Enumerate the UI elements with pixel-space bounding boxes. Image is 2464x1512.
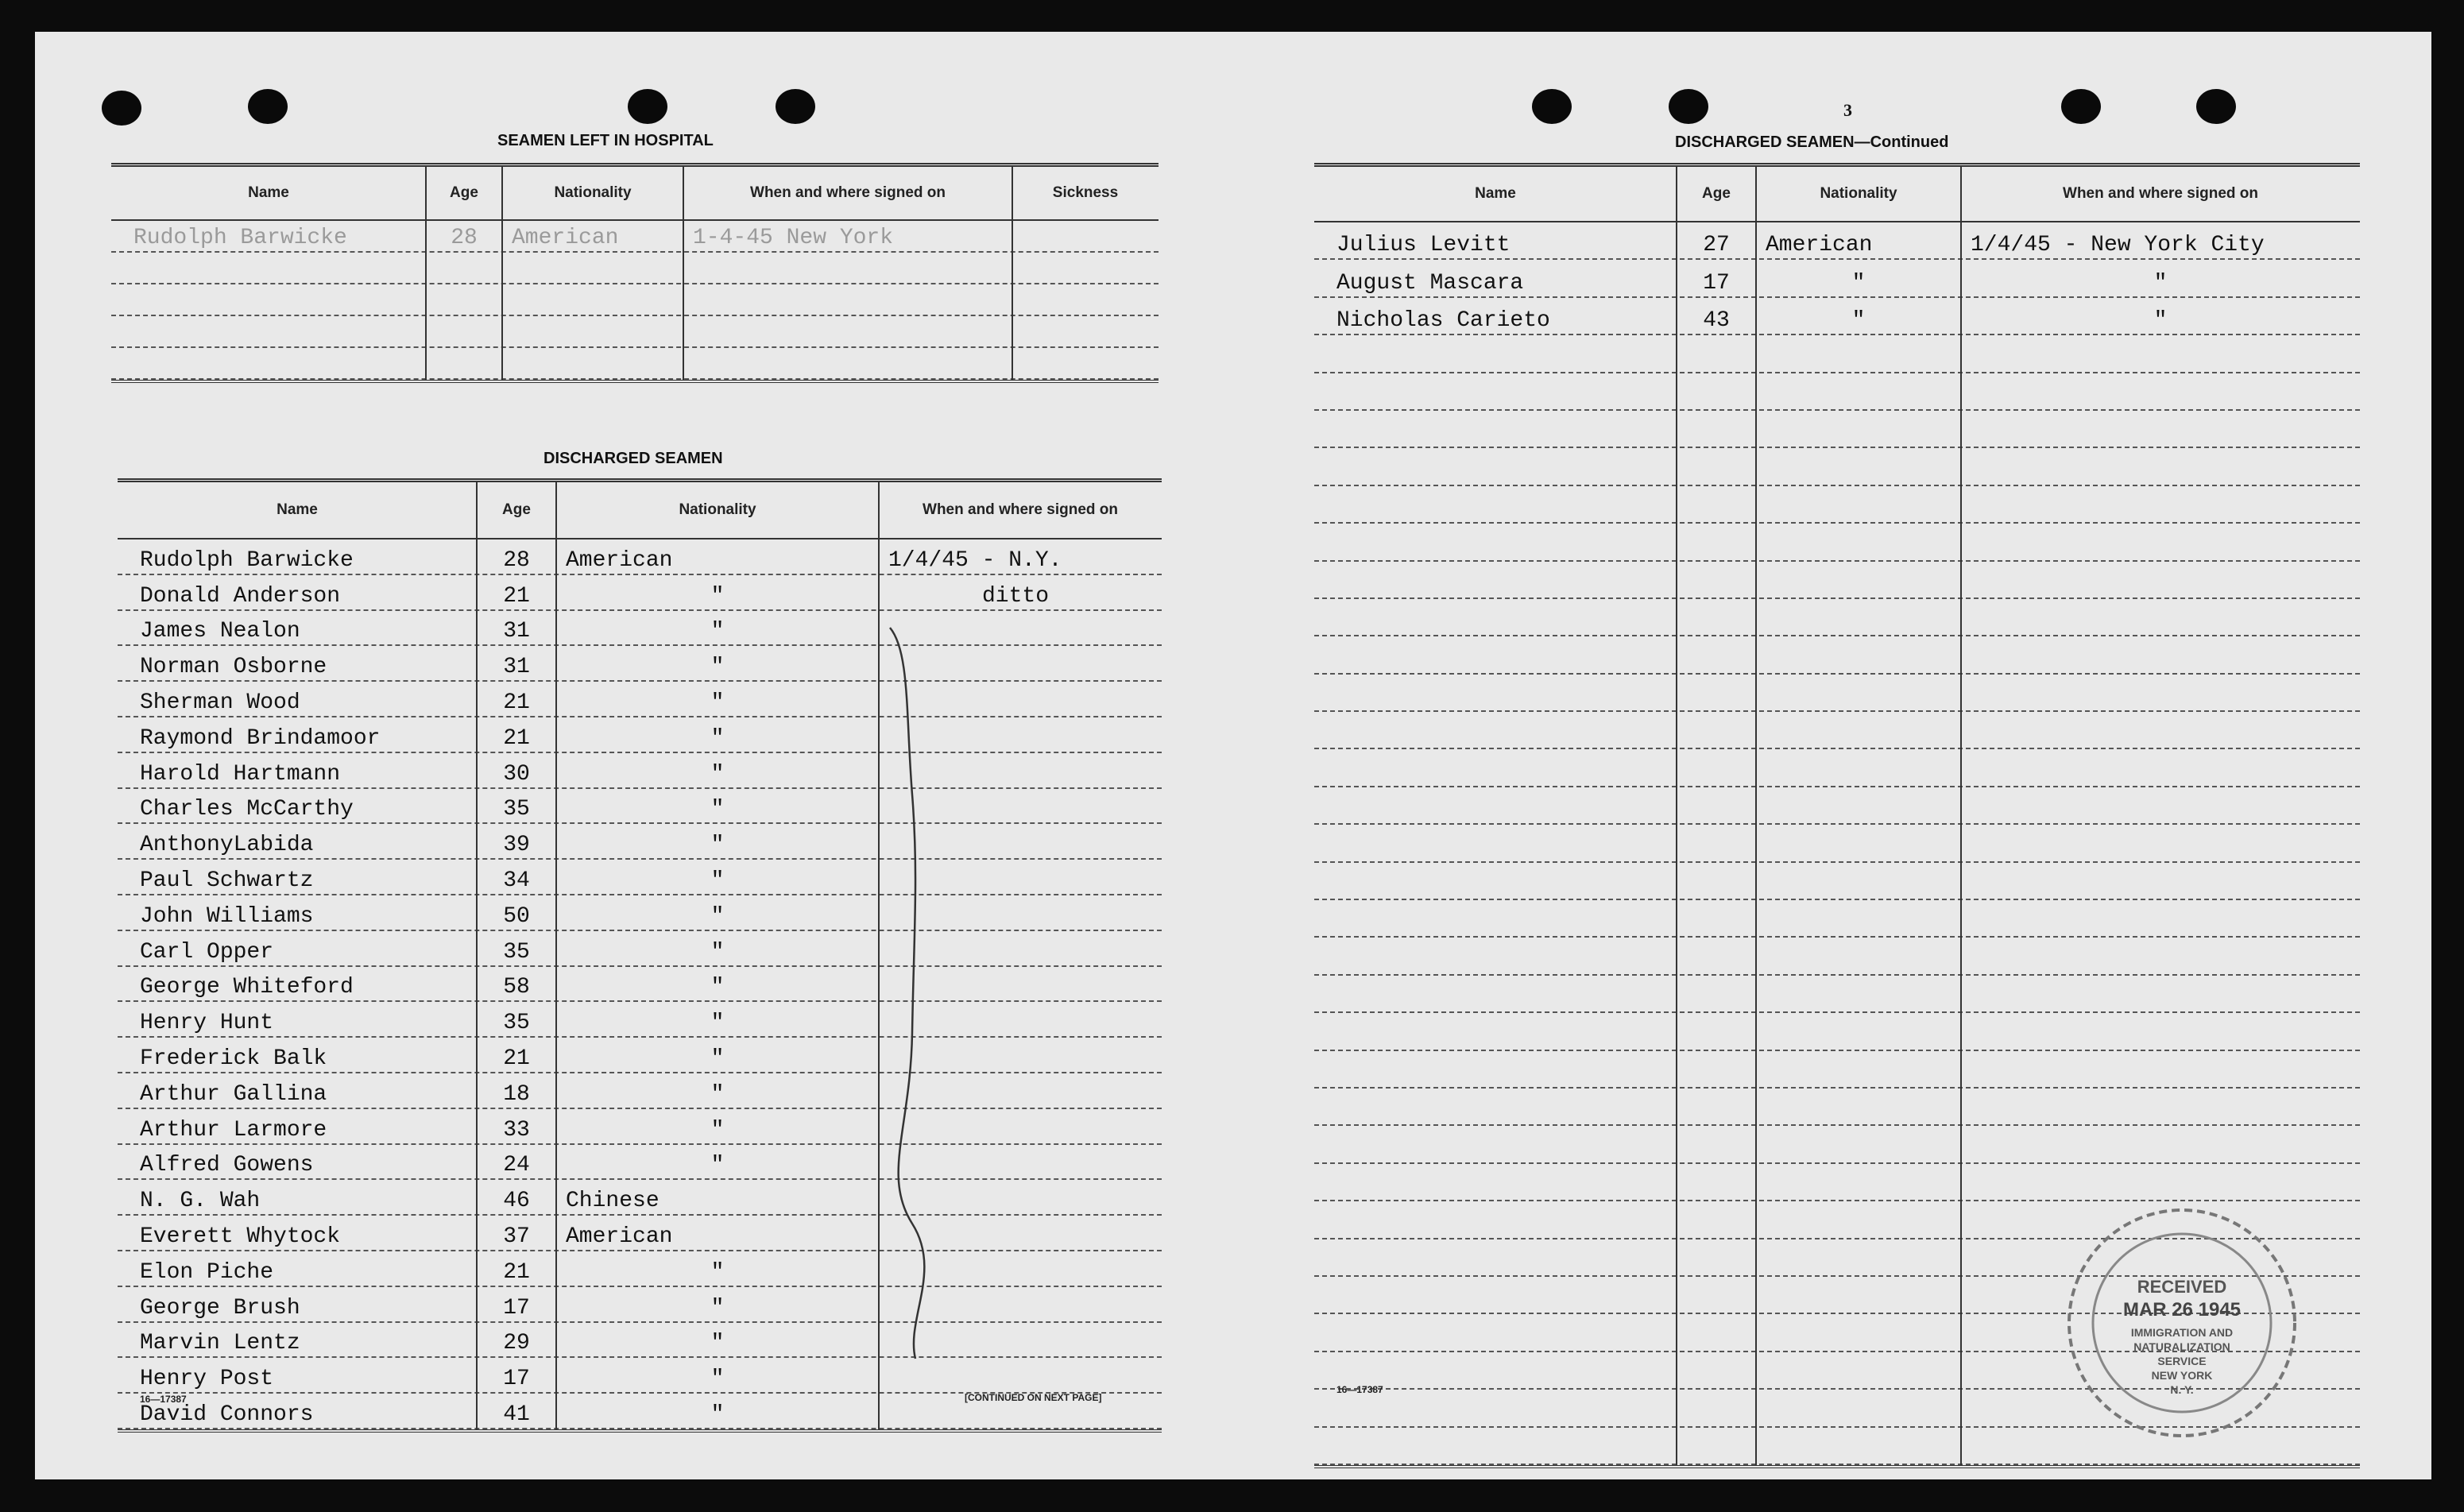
age-cell: 37 bbox=[503, 1224, 530, 1249]
table-row bbox=[118, 1251, 1162, 1287]
table-row bbox=[118, 895, 1162, 931]
name-cell: Sherman Wood bbox=[140, 690, 300, 715]
age-cell: 18 bbox=[503, 1081, 530, 1107]
table-row bbox=[118, 931, 1162, 967]
name-cell: Nicholas Carieto bbox=[1336, 308, 1550, 334]
punch-hole bbox=[1669, 89, 1708, 124]
table-row bbox=[118, 682, 1162, 717]
age-cell: 31 bbox=[503, 655, 530, 680]
table-row bbox=[1314, 448, 2360, 485]
column-header: Nationality bbox=[679, 501, 756, 518]
nationality-cell: American bbox=[1766, 233, 1873, 258]
table-row bbox=[1314, 787, 2360, 825]
table-row bbox=[118, 1180, 1162, 1216]
age-cell: 35 bbox=[503, 797, 530, 822]
table-row bbox=[1314, 260, 2360, 297]
column-header: Age bbox=[502, 501, 531, 518]
punch-hole bbox=[1532, 89, 1572, 124]
column-divider bbox=[555, 482, 557, 1429]
hospital-table bbox=[111, 163, 1159, 383]
nationality-cell: " bbox=[1851, 308, 1866, 334]
age-cell: 21 bbox=[503, 583, 530, 609]
name-cell: Harold Hartmann bbox=[140, 761, 341, 787]
table-row bbox=[118, 611, 1162, 647]
name-cell: Alfred Gowens bbox=[140, 1153, 314, 1178]
table-row bbox=[1314, 749, 2360, 787]
table-row bbox=[1314, 562, 2360, 599]
table-row bbox=[1314, 825, 2360, 862]
nationality-cell: " bbox=[710, 725, 725, 751]
table-row bbox=[118, 860, 1162, 895]
age-cell: 35 bbox=[503, 1011, 530, 1036]
name-cell: Frederick Balk bbox=[140, 1046, 327, 1071]
table-row bbox=[118, 1323, 1162, 1359]
discharged-section-title: DISCHARGED SEAMEN bbox=[543, 450, 723, 467]
nationality-cell: " bbox=[710, 690, 725, 715]
table-row bbox=[118, 717, 1162, 753]
column-header: Age bbox=[450, 184, 478, 201]
nationality-cell: " bbox=[710, 833, 725, 858]
table-row bbox=[1314, 298, 2360, 335]
table-row bbox=[118, 753, 1162, 789]
age-cell: 33 bbox=[503, 1117, 530, 1143]
hospital-section-title: SEAMEN LEFT IN HOSPITAL bbox=[497, 132, 714, 149]
nationality-cell: " bbox=[710, 1153, 725, 1178]
table-row bbox=[111, 221, 1159, 253]
column-header: Sickness bbox=[1052, 184, 1119, 201]
table-row bbox=[111, 284, 1159, 316]
left-form-number: 16—17387 bbox=[140, 1394, 187, 1405]
sickness-cell bbox=[1022, 221, 1159, 251]
nationality-cell: " bbox=[710, 1081, 725, 1107]
age-cell: 27 bbox=[1703, 233, 1730, 258]
stamp-seal-graphic bbox=[2063, 1204, 2301, 1442]
table-row bbox=[1314, 486, 2360, 524]
name-cell: James Nealon bbox=[140, 619, 300, 644]
discharged-continued-title: DISCHARGED SEAMEN—Continued bbox=[1675, 133, 1949, 151]
nationality-cell: " bbox=[710, 903, 725, 929]
nationality-cell: " bbox=[710, 1295, 725, 1321]
name-cell: August Mascara bbox=[1336, 270, 1524, 296]
table-row bbox=[1314, 675, 2360, 712]
name-cell: Raymond Brindamoor bbox=[140, 725, 381, 751]
nationality-cell: " bbox=[710, 1367, 725, 1392]
age-cell: 34 bbox=[503, 868, 530, 893]
table-row bbox=[118, 646, 1162, 682]
nationality-cell: " bbox=[710, 939, 725, 965]
nationality-cell: " bbox=[710, 1117, 725, 1143]
discharged-table bbox=[118, 478, 1162, 1433]
age-cell: 43 bbox=[1703, 308, 1730, 334]
table-row bbox=[118, 1002, 1162, 1038]
name-cell: Arthur Gallina bbox=[140, 1081, 327, 1107]
table-row bbox=[1314, 411, 2360, 448]
table-row bbox=[118, 1038, 1162, 1073]
column-divider bbox=[1676, 167, 1677, 1465]
continued-note: [CONTINUED ON NEXT PAGE] bbox=[965, 1392, 1102, 1403]
received-stamp bbox=[2063, 1204, 2301, 1442]
punch-hole bbox=[248, 89, 288, 124]
name-cell: Charles McCarthy bbox=[140, 797, 354, 822]
column-header: Nationality bbox=[1820, 185, 1897, 202]
column-header: When and where signed on bbox=[2063, 185, 2258, 202]
column-divider bbox=[425, 167, 427, 380]
table-row bbox=[1314, 938, 2360, 975]
column-divider bbox=[501, 167, 503, 380]
stamp-date: MAR 26 1945 bbox=[2122, 1299, 2242, 1321]
name-cell: Henry Post bbox=[140, 1367, 274, 1392]
table-header bbox=[1314, 167, 2360, 222]
age-cell: 21 bbox=[503, 1046, 530, 1071]
table-row bbox=[118, 1358, 1162, 1394]
nationality-cell: " bbox=[710, 797, 725, 822]
column-divider bbox=[1960, 167, 1962, 1465]
column-header: Name bbox=[1475, 185, 1516, 202]
age-cell: 50 bbox=[503, 903, 530, 929]
signed-on-cell: 1-4-45 New York bbox=[693, 226, 894, 250]
age-cell: 39 bbox=[503, 833, 530, 858]
signed-on-cell: ditto bbox=[982, 583, 1050, 609]
column-header: Nationality bbox=[554, 184, 632, 201]
stamp-line7: N. Y. bbox=[2170, 1383, 2194, 1396]
nationality-cell: " bbox=[710, 975, 725, 1000]
name-cell: David Connors bbox=[140, 1402, 314, 1427]
name-cell: Everett Whytock bbox=[140, 1224, 341, 1249]
name-cell: Paul Schwartz bbox=[140, 868, 314, 893]
age-cell: 30 bbox=[503, 761, 530, 787]
age-cell: 21 bbox=[503, 1259, 530, 1285]
name-cell: Julius Levitt bbox=[1336, 233, 1511, 258]
table-row bbox=[118, 539, 1162, 575]
age-cell: 17 bbox=[1703, 270, 1730, 296]
name-cell: John Williams bbox=[140, 903, 314, 929]
nationality-cell: " bbox=[710, 583, 725, 609]
table-row bbox=[1314, 1013, 2360, 1050]
age-cell: 31 bbox=[503, 619, 530, 644]
table-row bbox=[118, 1287, 1162, 1323]
punch-hole bbox=[2196, 89, 2236, 124]
table-row bbox=[1314, 976, 2360, 1013]
table-row bbox=[111, 316, 1159, 348]
column-header: Name bbox=[248, 184, 289, 201]
nationality-cell: American bbox=[512, 226, 619, 250]
age-cell: 41 bbox=[503, 1402, 530, 1427]
nationality-cell: American bbox=[566, 547, 673, 573]
signed-on-cell: " bbox=[2153, 270, 2168, 296]
table-row bbox=[1314, 222, 2360, 260]
column-divider bbox=[683, 167, 684, 380]
stamp-line6: NEW YORK bbox=[2151, 1369, 2213, 1382]
punch-hole bbox=[776, 89, 815, 124]
column-header: Age bbox=[1702, 185, 1731, 202]
stamp-line5: SERVICE bbox=[2157, 1355, 2207, 1367]
age-cell: 28 bbox=[503, 547, 530, 573]
nationality-cell: Chinese bbox=[566, 1189, 660, 1214]
table-row bbox=[1314, 335, 2360, 373]
column-header: When and where signed on bbox=[750, 184, 946, 201]
name-cell: Donald Anderson bbox=[140, 583, 341, 609]
table-row bbox=[118, 1216, 1162, 1251]
stamp-line3: IMMIGRATION AND bbox=[2130, 1326, 2234, 1339]
name-cell: Rudolph Barwicke bbox=[133, 226, 347, 250]
table-row bbox=[1314, 373, 2360, 411]
table-row bbox=[1314, 863, 2360, 900]
name-cell: AnthonyLabida bbox=[140, 833, 314, 858]
nationality-cell: " bbox=[710, 868, 725, 893]
age-cell: 46 bbox=[503, 1189, 530, 1214]
table-row bbox=[1314, 1051, 2360, 1089]
table-row bbox=[118, 575, 1162, 611]
nationality-cell: " bbox=[1851, 270, 1866, 296]
column-divider bbox=[1012, 167, 1013, 380]
name-cell: Norman Osborne bbox=[140, 655, 327, 680]
nationality-cell: " bbox=[710, 1046, 725, 1071]
table-row bbox=[118, 824, 1162, 860]
age-cell: 29 bbox=[503, 1331, 530, 1356]
table-header bbox=[111, 167, 1159, 221]
table-body bbox=[118, 539, 1162, 1429]
column-divider bbox=[1755, 167, 1757, 1465]
nationality-cell: " bbox=[710, 761, 725, 787]
nationality-cell: " bbox=[710, 1331, 725, 1356]
punch-hole bbox=[628, 89, 667, 124]
nationality-cell: " bbox=[710, 1011, 725, 1036]
punch-hole bbox=[102, 91, 141, 126]
name-cell: Elon Piche bbox=[140, 1259, 274, 1285]
right-form-number: 16—17387 bbox=[1336, 1384, 1383, 1395]
name-cell: Henry Hunt bbox=[140, 1011, 274, 1036]
page-number: 3 bbox=[1843, 100, 1852, 120]
nationality-cell: " bbox=[710, 1402, 725, 1427]
table-row bbox=[118, 1145, 1162, 1181]
age-cell: 21 bbox=[503, 725, 530, 751]
name-cell: N. G. Wah bbox=[140, 1189, 261, 1214]
nationality-cell: " bbox=[710, 655, 725, 680]
table-row bbox=[1314, 524, 2360, 561]
age-cell: 24 bbox=[503, 1153, 530, 1178]
signed-on-cell: 1/4/45 - N.Y. bbox=[888, 547, 1062, 573]
table-row bbox=[1314, 636, 2360, 674]
table-row bbox=[111, 253, 1159, 284]
table-row bbox=[111, 348, 1159, 380]
stamp-received: RECEIVED bbox=[2137, 1277, 2227, 1297]
age-cell: 28 bbox=[451, 226, 478, 250]
punch-hole bbox=[2061, 89, 2101, 124]
table-row bbox=[1314, 1126, 2360, 1163]
age-cell: 58 bbox=[503, 975, 530, 1000]
table-body bbox=[111, 221, 1159, 380]
table-row bbox=[1314, 599, 2360, 636]
age-cell: 17 bbox=[503, 1367, 530, 1392]
ditto-squiggle-line bbox=[866, 620, 953, 1367]
name-cell: Marvin Lentz bbox=[140, 1331, 300, 1356]
name-cell: Rudolph Barwicke bbox=[140, 547, 354, 573]
nationality-cell: " bbox=[710, 619, 725, 644]
table-row bbox=[118, 967, 1162, 1003]
age-cell: 21 bbox=[503, 690, 530, 715]
table-row bbox=[1314, 1164, 2360, 1201]
name-cell: George Whiteford bbox=[140, 975, 354, 1000]
age-cell: 17 bbox=[503, 1295, 530, 1321]
stamp-line4: NATURALIZATION bbox=[2133, 1340, 2230, 1353]
name-cell: George Brush bbox=[140, 1295, 300, 1321]
table-header bbox=[118, 482, 1162, 539]
table-row bbox=[1314, 1089, 2360, 1126]
age-cell: 35 bbox=[503, 939, 530, 965]
name-cell: Carl Opper bbox=[140, 939, 274, 965]
column-header: Name bbox=[277, 501, 318, 518]
table-row bbox=[1314, 900, 2360, 938]
table-row bbox=[1314, 712, 2360, 749]
signed-on-cell: " bbox=[2153, 308, 2168, 334]
name-cell: Arthur Larmore bbox=[140, 1117, 327, 1143]
signed-on-cell: 1/4/45 - New York City bbox=[1971, 233, 2265, 258]
column-divider bbox=[476, 482, 478, 1429]
table-row bbox=[118, 1109, 1162, 1145]
column-header: When and where signed on bbox=[923, 501, 1118, 518]
nationality-cell: American bbox=[566, 1224, 673, 1249]
nationality-cell: " bbox=[710, 1259, 725, 1285]
table-row bbox=[118, 1073, 1162, 1109]
table-row bbox=[118, 789, 1162, 825]
